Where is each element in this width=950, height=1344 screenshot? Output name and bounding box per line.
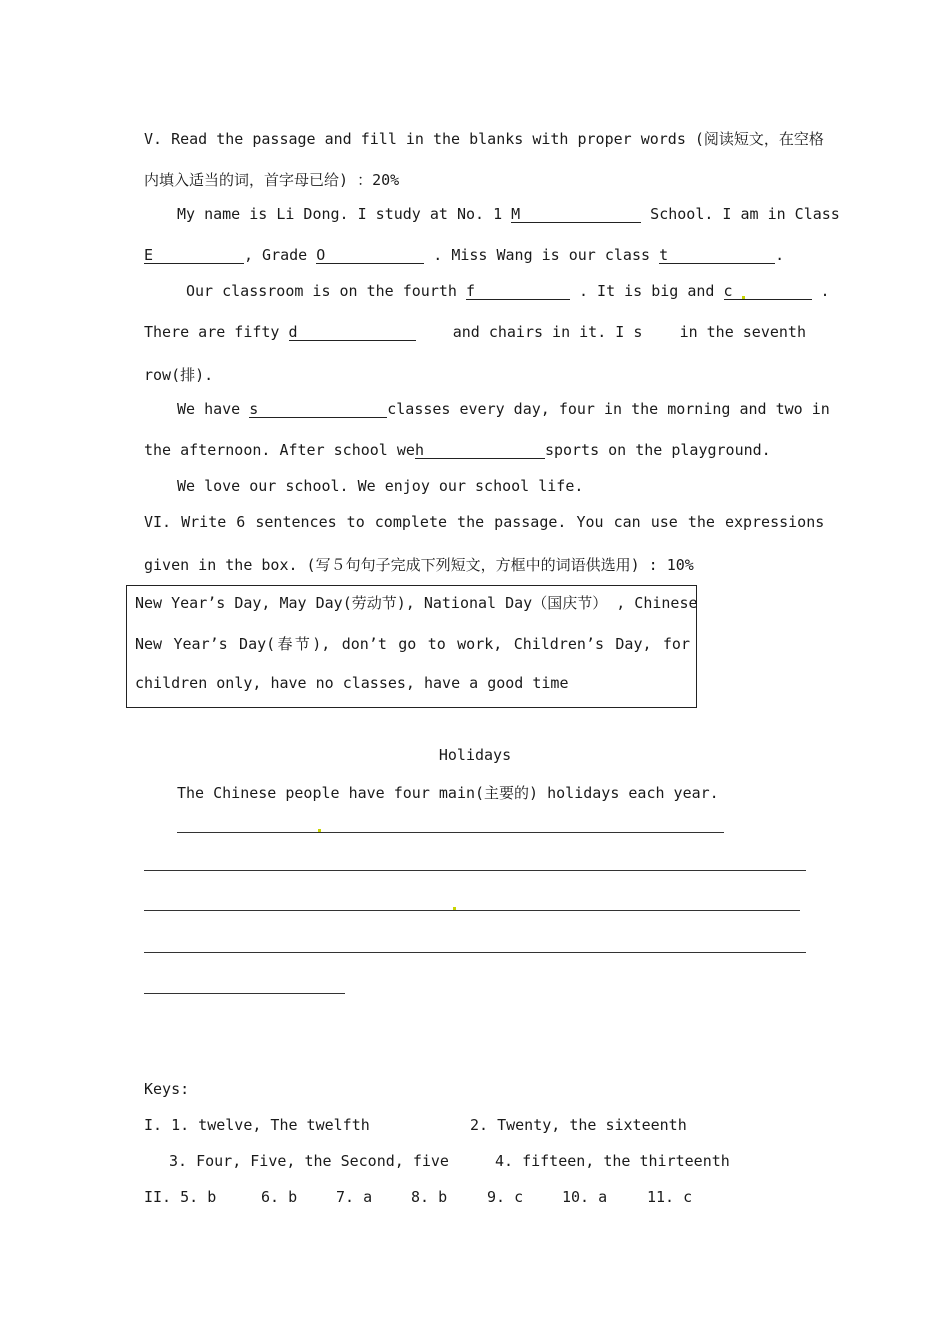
blank-d[interactable] <box>289 323 416 341</box>
passage-line-1 <box>177 205 840 223</box>
blank-initial: h <box>414 441 424 459</box>
key-row-3-item: 10. a <box>562 1188 608 1206</box>
blank-s[interactable] <box>249 400 387 418</box>
passage-text: We have <box>177 400 241 418</box>
marker-dot <box>742 296 745 299</box>
passage-text: classes every day, four in the morning and two in <box>387 400 830 418</box>
passage-segment <box>144 323 416 341</box>
blank-o[interactable] <box>316 246 424 264</box>
passage-text: in the seventh <box>679 323 806 341</box>
key-row-3-item: II. 5. b <box>144 1188 217 1206</box>
passage-text: . <box>820 282 830 300</box>
passage-line-6 <box>177 400 830 418</box>
writing-line-3[interactable] <box>144 910 800 911</box>
expressions-box <box>126 585 697 708</box>
passage-text: Our classroom is on the fourth <box>186 282 457 300</box>
blank-initial: M <box>511 205 521 223</box>
blank-initial: d <box>288 323 298 341</box>
passage-text: . <box>775 246 785 264</box>
passage-text: . Miss Wang is our class <box>433 246 651 264</box>
key-row-3-item: 11. c <box>647 1188 693 1206</box>
section-v-heading-text: V. Read the passage and fill in the blanks with proper words (阅读短文，在空格 <box>144 130 824 148</box>
passage-text: , Grade <box>244 246 308 264</box>
blank-initial: c <box>723 282 733 300</box>
blank-m[interactable] <box>511 205 641 223</box>
box-line-3: children only, have no classes, have a good time <box>135 674 569 692</box>
blank-e[interactable] <box>144 246 244 264</box>
marker-dot <box>453 907 456 910</box>
blank-initial: f <box>465 282 475 300</box>
writing-line-4[interactable] <box>144 952 806 953</box>
key-row-3-item: 8. b <box>411 1188 448 1206</box>
blank-c[interactable] <box>724 282 812 300</box>
key-row-3-item: 7. a <box>336 1188 373 1206</box>
essay-title: Holidays <box>438 746 512 764</box>
key-row-1b: 2. Twenty, the sixteenth <box>470 1116 687 1134</box>
key-row-1a: I. 1. twelve, The twelfth <box>144 1116 370 1134</box>
writing-line-5[interactable] <box>144 993 345 994</box>
section-v-heading-line2: 内填入适当的词，首字母已给) ：20% <box>144 171 400 189</box>
passage-text: School. I am in Class <box>650 205 840 223</box>
passage-text: the afternoon. After school we <box>144 441 415 459</box>
blank-initial: s <box>249 400 259 418</box>
section-vi-heading-line2: given in the box. (写５句句子完成下列短文，方框中的词语供选用) : 10% <box>144 556 694 574</box>
key-row-3-item: 6. b <box>261 1188 298 1206</box>
passage-line-3 <box>186 282 830 300</box>
blank-initial: O <box>316 246 326 264</box>
key-row-3-item: 9. c <box>487 1188 524 1206</box>
section-vi-heading-text: VI. Write 6 sentences to complete the passage. You can use the expressions <box>144 513 825 531</box>
marker-dot <box>318 829 321 832</box>
key-row-2a: 3. Four, Five, the Second, five <box>169 1152 449 1170</box>
passage-line-2 <box>144 246 784 264</box>
writing-line-1[interactable] <box>177 832 724 833</box>
section-vi-heading-line1 <box>144 513 825 531</box>
key-row-2b: 4. fifteen, the thirteenth <box>495 1152 730 1170</box>
passage-text: There are fifty <box>144 323 280 341</box>
blank-initial: t <box>659 246 669 264</box>
passage-line-5: row(排). <box>144 366 214 384</box>
blank-h[interactable] <box>415 441 545 459</box>
blank-t[interactable] <box>659 246 775 264</box>
passage-segment <box>177 400 387 418</box>
passage-text: My name is Li Dong. I study at No. 1 <box>177 205 503 223</box>
box-line-1: New Year’s Day, May Day(劳动节), National Day（国庆节） , Chinese <box>135 594 698 612</box>
blank-initial: E <box>144 246 154 264</box>
essay-first-line: The Chinese people have four main(主要的) holidays each year. <box>177 784 719 802</box>
box-line-2 <box>135 633 690 654</box>
passage-line-4 <box>144 323 806 341</box>
writing-line-2[interactable] <box>144 870 806 871</box>
passage-text: and chairs in it. I s <box>452 323 643 341</box>
passage-line-7 <box>144 441 771 459</box>
passage-text: . It is big and <box>579 282 715 300</box>
keys-label: Keys: <box>144 1080 190 1098</box>
section-v-heading-line1 <box>144 128 824 149</box>
blank-f[interactable] <box>466 282 570 300</box>
passage-text: sports on the playground. <box>544 441 771 459</box>
passage-line-8: We love our school. We enjoy our school life. <box>177 477 584 495</box>
box-line-2-text: New Year’s Day(春节), don’t go to work, Children’s Day, for <box>135 635 690 653</box>
